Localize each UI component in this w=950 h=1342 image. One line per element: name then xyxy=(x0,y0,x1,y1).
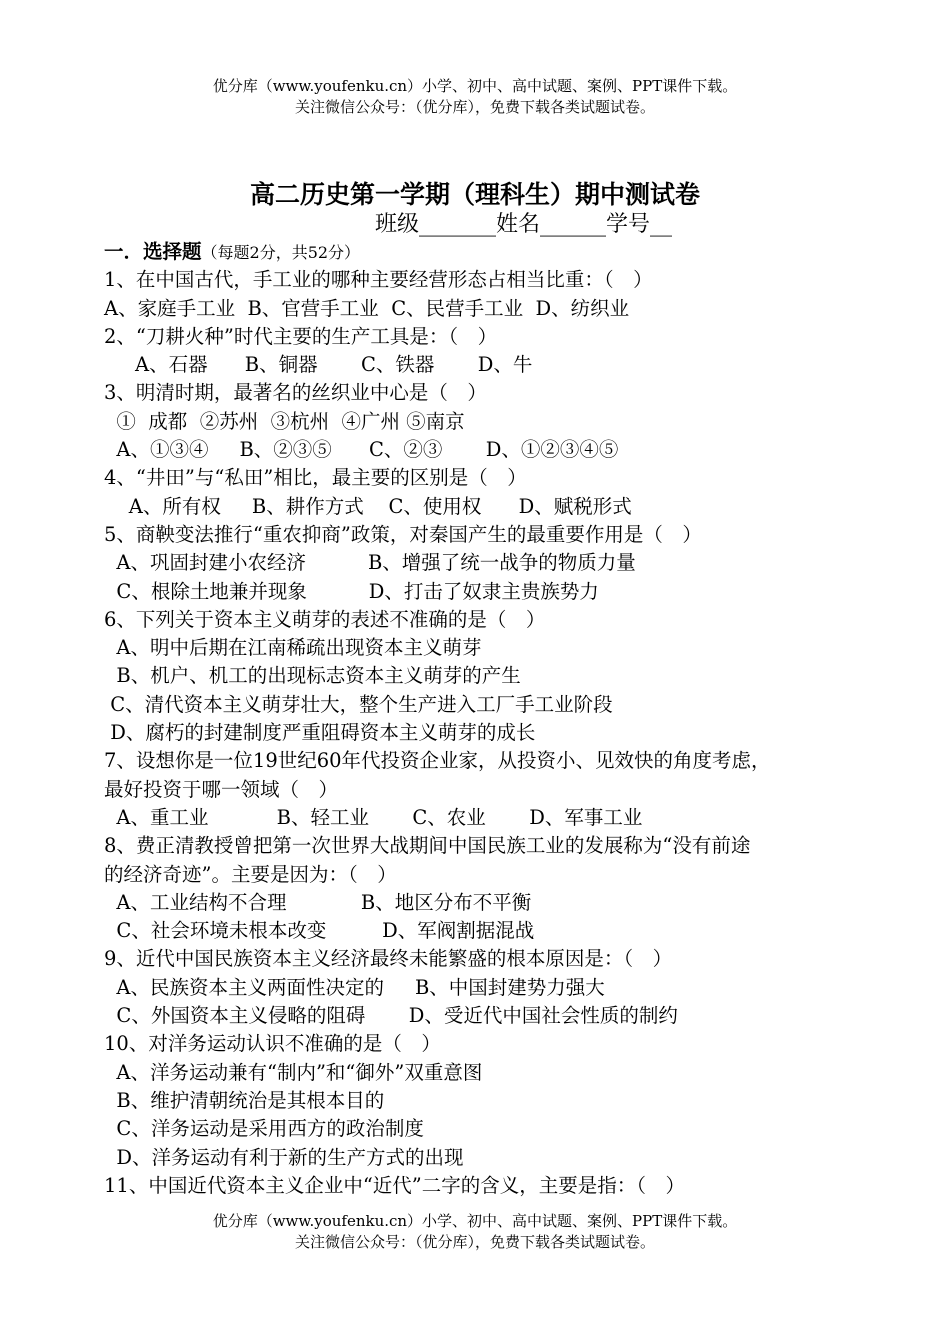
question-line: A、所有权 B、耕作方式 C、使用权 D、赋税形式 xyxy=(104,494,632,518)
question-line: 9、近代中国民族资本主义经济最终未能繁盛的根本原因是：（ ） xyxy=(104,947,673,971)
question-line: D、洋务运动有利于新的生产方式的出现 xyxy=(104,1145,464,1169)
question-line: A、工业结构不合理 B、地区分布不平衡 xyxy=(104,890,532,914)
student-info-line: 班级_______姓名______学号__ xyxy=(375,212,673,237)
question-line: 2、“刀耕火种”时代主要的生产工具是：（ ） xyxy=(104,324,498,348)
section-label: 一．选择题 xyxy=(104,240,202,263)
question-line: A、石器 B、铜器 C、铁器 D、牛 xyxy=(104,353,533,377)
question-line: B、维护清朝统治是其根本目的 xyxy=(104,1088,385,1112)
question-line: 10、对洋务运动认识不准确的是（ ） xyxy=(104,1032,441,1056)
question-line: C、根除土地兼并现象 D、打击了奴隶主贵族势力 xyxy=(104,579,599,603)
question-lines xyxy=(104,266,874,1200)
question-line: A、家庭手工业 B、官营手工业 C、民营手工业 D、纺织业 xyxy=(104,296,630,320)
question-line: 6、下列关于资本主义萌芽的表述不准确的是（ ） xyxy=(104,607,546,631)
question-line: 1、在中国古代，手工业的哪种主要经营形态占相当比重：（ ） xyxy=(104,268,653,292)
question-line: 5、商鞅变法推行“重农抑商”政策，对秦国产生的最重要作用是（ ） xyxy=(104,522,702,546)
question-line: A、巩固封建小农经济 B、增强了统一战争的物质力量 xyxy=(104,551,636,575)
section-heading xyxy=(104,238,874,266)
question-line: A、①③④ B、②③⑤ C、②③ D、①②③④⑤ xyxy=(104,438,619,462)
question-line: A、民族资本主义两面性决定的 B、中国封建势力强大 xyxy=(104,975,605,999)
question-line: 11、中国近代资本主义企业中“近代”二字的含义，主要是指：（ ） xyxy=(104,1173,686,1197)
question-line: C、社会环境未根本改变 D、军阀割据混战 xyxy=(104,919,535,943)
bottom-watermark-footer xyxy=(0,1211,950,1253)
footer-line-2: 关注微信公众号：（优分库），免费下载各类试题试卷。 xyxy=(294,1233,655,1251)
question-line: 8、费正清教授曾把第一次世界大战期间中国民族工业的发展称为“没有前途 xyxy=(104,834,751,858)
top-watermark-header xyxy=(0,76,950,118)
question-line: ① 成都 ②苏州 ③杭州 ④广州 ⑤南京 xyxy=(104,409,465,433)
question-line: 的经济奇迹”。主要是因为：（ ） xyxy=(104,862,397,886)
question-line: D、腐朽的封建制度严重阻碍资本主义萌芽的成长 xyxy=(104,721,536,745)
header-line-2: 关注微信公众号：（优分库），免费下载各类试题试卷。 xyxy=(294,98,655,116)
question-line: A、重工业 B、轻工业 C、农业 D、军事工业 xyxy=(104,805,643,829)
question-line: 3、明清时期，最著名的丝织业中心是（ ） xyxy=(104,381,487,405)
question-line: 最好投资于哪一领域（ ） xyxy=(104,777,339,801)
exam-title: 高二历史第一学期（理科生）期中测试卷 xyxy=(249,180,700,209)
question-line: A、洋务运动兼有“制内”和“御外”双重意图 xyxy=(104,1060,483,1084)
question-line: C、外国资本主义侵略的阻碍 D、受近代中国社会性质的制约 xyxy=(104,1004,678,1028)
question-body xyxy=(104,238,874,1200)
question-line: 7、设想你是一位19世纪60年代投资企业家，从投资小、见效快的角度考虑， xyxy=(104,749,771,773)
question-line: C、洋务运动是采用西方的政治制度 xyxy=(104,1117,424,1141)
question-line: C、清代资本主义萌芽壮大，整个生产进入工厂手工业阶段 xyxy=(104,692,613,716)
question-line: B、机户、机工的出现标志资本主义萌芽的产生 xyxy=(104,664,521,688)
question-line: A、明中后期在江南稀疏出现资本主义萌芽 xyxy=(104,636,482,660)
question-line: 4、“井田”与“私田”相比，最主要的区别是（ ） xyxy=(104,466,527,490)
footer-line-1: 优分库（www.youfenku.cn）小学、初中、高中试题、案例、PPT课件下载。 xyxy=(212,1212,738,1230)
header-line-1: 优分库（www.youfenku.cn）小学、初中、高中试题、案例、PPT课件下载。 xyxy=(212,77,738,95)
section-note: （每题2分，共52分） xyxy=(201,243,361,262)
